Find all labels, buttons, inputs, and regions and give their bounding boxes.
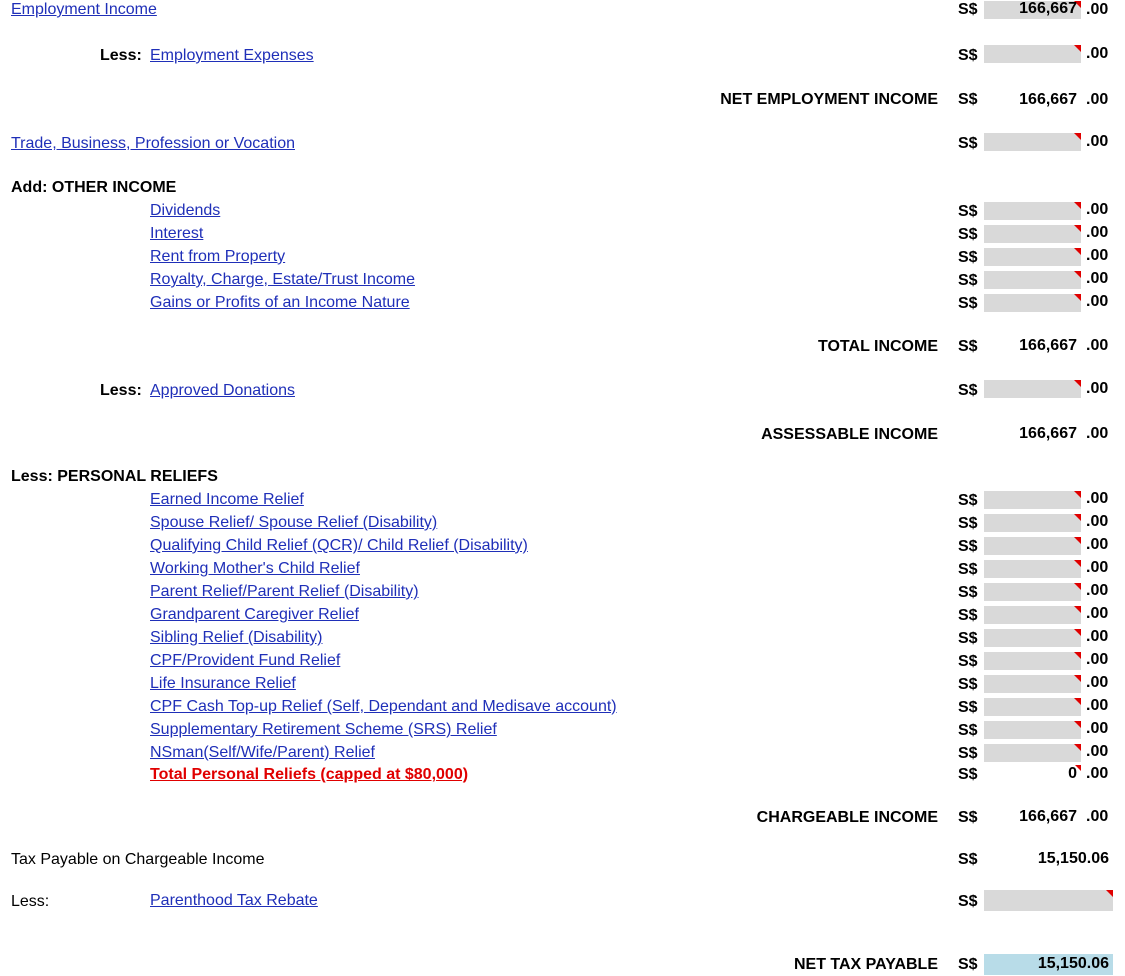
relief-item-input[interactable] <box>984 560 1081 578</box>
approved-donations-input[interactable] <box>984 380 1081 398</box>
currency-label: S$ <box>958 584 978 601</box>
employment-income-value: 166,667 <box>1019 0 1077 17</box>
net-tax-payable-value: 15,150.06 <box>1037 955 1109 972</box>
cents-label: .00 <box>1086 224 1109 241</box>
relief-item-link[interactable]: NSman(Self/Wife/Parent) Relief <box>150 744 375 761</box>
employment-expenses-link[interactable]: Employment Expenses <box>150 47 314 64</box>
currency-label: S$ <box>958 492 978 509</box>
relief-item-input[interactable] <box>984 583 1081 601</box>
currency-label: S$ <box>958 272 978 289</box>
relief-item-input[interactable] <box>984 537 1081 555</box>
personal-reliefs-heading: Less: PERSONAL RELIEFS <box>11 468 218 485</box>
total-income-value: 166,667 <box>1019 337 1077 354</box>
currency-label: S$ <box>958 745 978 762</box>
relief-item-link[interactable]: Supplementary Retirement Scheme (SRS) Relief <box>150 721 497 738</box>
comment-marker-icon <box>1074 133 1081 140</box>
trade-business-link[interactable]: Trade, Business, Profession or Vocation <box>11 135 295 152</box>
cents-label: .00 <box>1086 697 1109 714</box>
currency-label: S$ <box>958 851 978 868</box>
relief-item-link[interactable]: Earned Income Relief <box>150 491 304 508</box>
total-personal-reliefs-link[interactable]: Total Personal Reliefs (capped at $80,000) <box>150 766 469 783</box>
cents-label: .00 <box>1086 628 1109 645</box>
cents-label: .00 <box>1086 720 1109 737</box>
currency-label: S$ <box>958 561 978 578</box>
relief-item-input[interactable] <box>984 675 1081 693</box>
tax-payable-label: Tax Payable on Chargeable Income <box>11 851 265 868</box>
assessable-income-value: 166,667 <box>1019 425 1077 442</box>
cents-label: .00 <box>1086 490 1109 507</box>
relief-item-link[interactable]: CPF/Provident Fund Relief <box>150 652 341 669</box>
comment-marker-icon <box>1074 652 1081 659</box>
approved-donations-link[interactable]: Approved Donations <box>150 382 295 399</box>
cents-label: .00 <box>1086 425 1109 442</box>
comment-marker-icon <box>1075 765 1081 771</box>
comment-marker-icon <box>1074 698 1081 705</box>
currency-label: S$ <box>958 135 978 152</box>
other-income-item-link[interactable]: Interest <box>150 225 204 242</box>
other-income-item-input[interactable] <box>984 225 1081 243</box>
comment-marker-icon <box>1074 202 1081 209</box>
comment-marker-icon <box>1074 248 1081 255</box>
comment-marker-icon <box>1074 491 1081 498</box>
relief-item-input[interactable] <box>984 698 1081 716</box>
currency-label: S$ <box>958 91 978 108</box>
currency-label: S$ <box>958 538 978 555</box>
other-income-item-input[interactable] <box>984 248 1081 266</box>
relief-item-input[interactable] <box>984 721 1081 739</box>
comment-marker-icon <box>1074 514 1081 521</box>
other-income-item-link[interactable]: Royalty, Charge, Estate/Trust Income <box>150 271 415 288</box>
comment-marker-icon <box>1074 629 1081 636</box>
chargeable-income-label: CHARGEABLE INCOME <box>756 809 938 826</box>
comment-marker-icon <box>1074 294 1081 301</box>
currency-label: S$ <box>958 515 978 532</box>
currency-label: S$ <box>958 676 978 693</box>
comment-marker-icon <box>1074 583 1081 590</box>
relief-item-link[interactable]: Qualifying Child Relief (QCR)/ Child Relief (Disability) <box>150 537 528 554</box>
less-label: Less: <box>11 893 50 910</box>
net-employment-income-label: NET EMPLOYMENT INCOME <box>720 91 938 108</box>
currency-label: S$ <box>958 630 978 647</box>
other-income-heading: Add: OTHER INCOME <box>11 179 177 196</box>
cents-label: .00 <box>1086 651 1109 668</box>
currency-label: S$ <box>958 338 978 355</box>
currency-label: S$ <box>958 653 978 670</box>
total-personal-reliefs-value: 0 <box>1068 765 1077 782</box>
cents-label: .00 <box>1086 765 1109 782</box>
currency-label: S$ <box>958 382 978 399</box>
comment-marker-icon <box>1074 271 1081 278</box>
currency-label: S$ <box>958 893 978 910</box>
relief-item-input[interactable] <box>984 514 1081 532</box>
comment-marker-icon <box>1074 537 1081 544</box>
cents-label: .00 <box>1086 91 1109 108</box>
currency-label: S$ <box>958 1 978 18</box>
currency-label: S$ <box>958 607 978 624</box>
tax-payable-value: 15,150.06 <box>1037 850 1109 867</box>
comment-marker-icon <box>1074 606 1081 613</box>
cents-label: .00 <box>1086 270 1109 287</box>
comment-marker-icon <box>1074 380 1081 387</box>
parenthood-tax-rebate-input[interactable] <box>984 890 1113 911</box>
relief-item-link[interactable]: Parent Relief/Parent Relief (Disability) <box>150 583 419 600</box>
cents-label: .00 <box>1086 808 1109 825</box>
cents-label: .00 <box>1086 1 1109 18</box>
currency-label: S$ <box>958 766 978 783</box>
cents-label: .00 <box>1086 674 1109 691</box>
relief-item-input[interactable] <box>984 629 1081 647</box>
cents-label: .00 <box>1086 45 1109 62</box>
other-income-item-link[interactable]: Rent from Property <box>150 248 286 265</box>
relief-item-link[interactable]: Spouse Relief/ Spouse Relief (Disability) <box>150 514 438 531</box>
comment-marker-icon <box>1074 744 1081 751</box>
total-income-label: TOTAL INCOME <box>818 338 938 355</box>
trade-business-input[interactable] <box>984 133 1081 151</box>
cents-label: .00 <box>1086 247 1109 264</box>
relief-item-input[interactable] <box>984 606 1081 624</box>
cents-label: .00 <box>1086 337 1109 354</box>
assessable-income-label: ASSESSABLE INCOME <box>761 426 938 443</box>
cents-label: .00 <box>1086 536 1109 553</box>
currency-label: S$ <box>958 249 978 266</box>
cents-label: .00 <box>1086 513 1109 530</box>
currency-label: S$ <box>958 956 978 973</box>
cents-label: .00 <box>1086 559 1109 576</box>
other-income-item-input[interactable] <box>984 202 1081 220</box>
cents-label: .00 <box>1086 133 1109 150</box>
relief-item-link[interactable]: CPF Cash Top-up Relief (Self, Dependant and Medisave account) <box>150 698 617 715</box>
less-label: Less: <box>100 382 142 399</box>
currency-label: S$ <box>958 809 978 826</box>
other-income-item-link[interactable]: Gains or Profits of an Income Nature <box>150 294 410 311</box>
currency-label: S$ <box>958 699 978 716</box>
currency-label: S$ <box>958 47 978 64</box>
currency-label: S$ <box>958 226 978 243</box>
chargeable-income-value: 166,667 <box>1019 808 1077 825</box>
relief-item-input[interactable] <box>984 652 1081 670</box>
comment-marker-icon <box>1074 721 1081 728</box>
cents-label: .00 <box>1086 293 1109 310</box>
other-income-item-link[interactable]: Dividends <box>150 202 221 219</box>
currency-label: S$ <box>958 722 978 739</box>
employment-income-link[interactable]: Employment Income <box>11 1 157 18</box>
net-tax-payable-label: NET TAX PAYABLE <box>793 956 938 973</box>
relief-item-input[interactable] <box>984 744 1081 762</box>
other-income-item-input[interactable] <box>984 271 1081 289</box>
currency-label: S$ <box>958 203 978 220</box>
relief-item-link[interactable]: Sibling Relief (Disability) <box>150 629 323 646</box>
currency-label: S$ <box>958 295 978 312</box>
parenthood-tax-rebate-link[interactable]: Parenthood Tax Rebate <box>150 892 318 909</box>
net-employment-income-value: 166,667 <box>1019 91 1077 108</box>
relief-item-link[interactable]: Life Insurance Relief <box>150 675 296 692</box>
less-label: Less: <box>100 47 142 64</box>
relief-item-link[interactable]: Working Mother's Child Relief <box>150 560 360 577</box>
other-income-item-input[interactable] <box>984 294 1081 312</box>
cents-label: .00 <box>1086 201 1109 218</box>
relief-item-link[interactable]: Grandparent Caregiver Relief <box>150 606 359 623</box>
comment-marker-icon <box>1106 890 1113 897</box>
cents-label: .00 <box>1086 743 1109 760</box>
comment-marker-icon <box>1074 675 1081 682</box>
cents-label: .00 <box>1086 582 1109 599</box>
cents-label: .00 <box>1086 605 1109 622</box>
comment-marker-icon <box>1074 45 1081 52</box>
comment-marker-icon <box>1074 225 1081 232</box>
relief-item-input[interactable] <box>984 491 1081 509</box>
employment-expenses-input[interactable] <box>984 45 1081 63</box>
cents-label: .00 <box>1086 380 1109 397</box>
comment-marker-icon <box>1074 560 1081 567</box>
